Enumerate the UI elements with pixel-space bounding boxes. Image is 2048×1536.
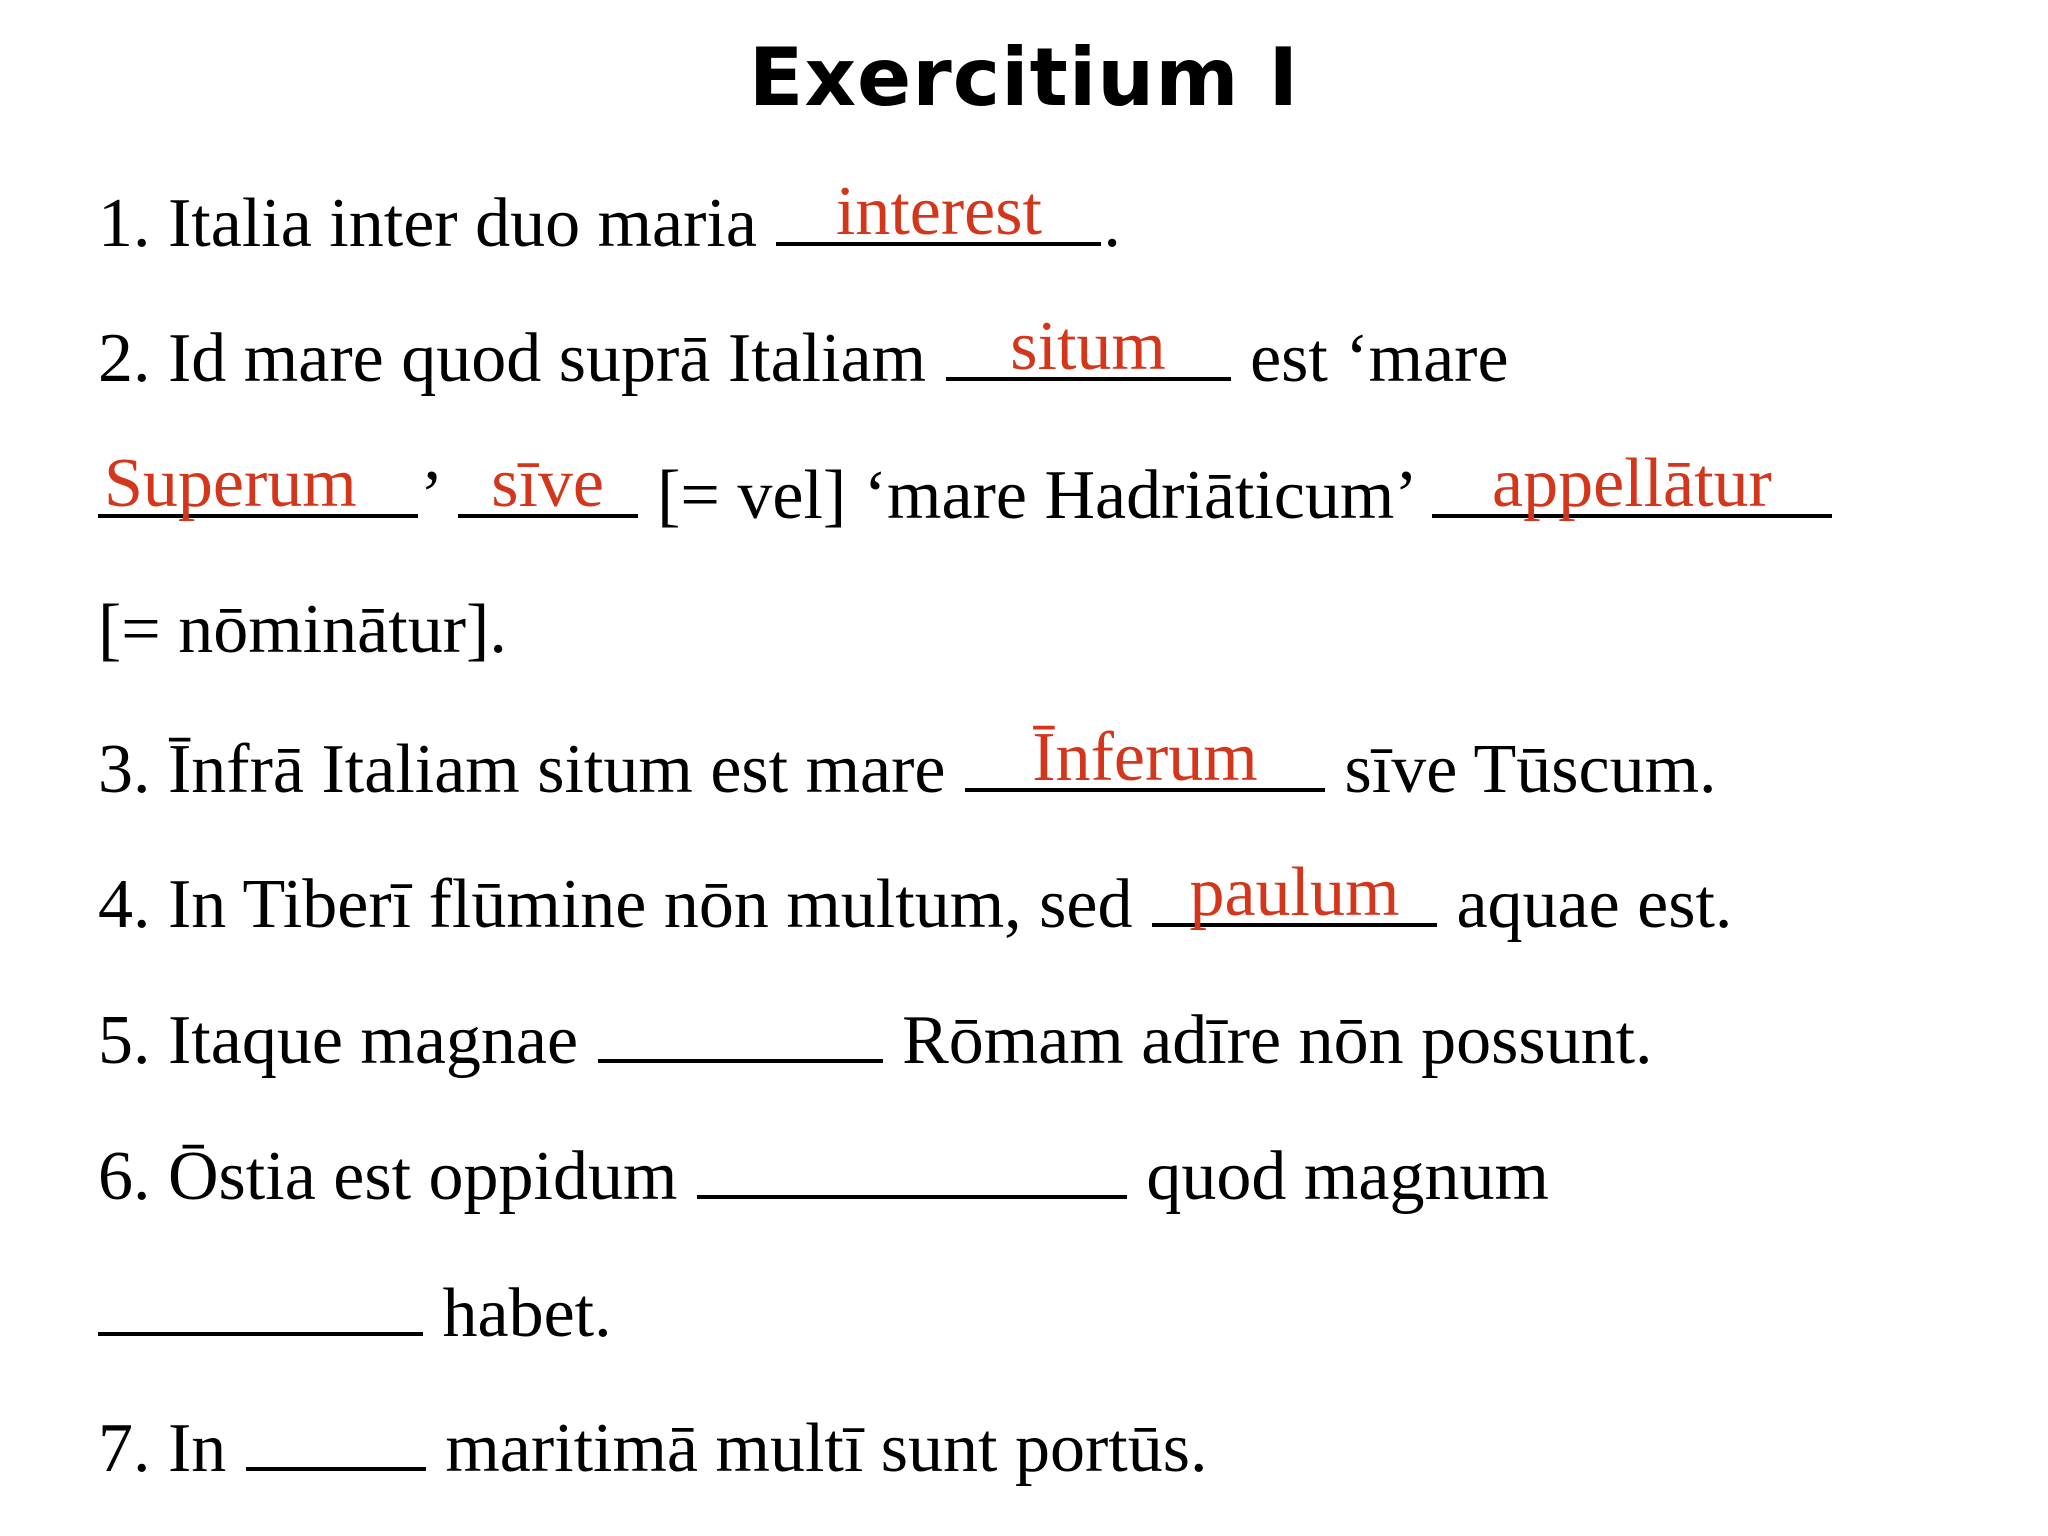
answer-blank-11[interactable] — [246, 1401, 426, 1471]
sentence-3-text: 3. Īnfrā Italiam situm est mare — [98, 731, 963, 808]
answer-blank-8[interactable] — [598, 993, 883, 1063]
sentence-3 — [98, 719, 1717, 815]
sentence-6-text: 6. Ōstia est oppidum — [98, 1138, 695, 1215]
sentence-6-end: habet. — [425, 1275, 612, 1352]
sentence-2-text: 2. Id mare quod suprā Italiam — [98, 320, 944, 397]
answer-blank-2[interactable] — [946, 308, 1231, 385]
sentence-1-end: . — [1103, 185, 1121, 262]
sentence-7 — [98, 1401, 1208, 1494]
sentence-1-text: 1. Italia inter duo maria — [98, 185, 775, 262]
sentence-2-middle: [= vel] ‘mare Hadriāticum’ — [639, 457, 1430, 534]
answer-blank-3[interactable] — [98, 445, 418, 522]
sentence-6-continuation: quod magnum — [1128, 1138, 1549, 1215]
answer-blank-6[interactable] — [965, 719, 1325, 796]
sentence-4-end: aquae est. — [1438, 866, 1733, 943]
sentence-5-text: 5. Itaque magnae — [98, 1002, 596, 1079]
sentence-6-line-2 — [98, 1266, 612, 1359]
sentence-2-gloss: [= nōminātur]. — [98, 591, 507, 668]
filled-answer: Superum — [104, 445, 357, 522]
answer-blank-4[interactable] — [458, 445, 638, 522]
sentence-7-text: 7. In — [98, 1410, 244, 1487]
sentence-4-text: 4. In Tiberī flūmine nōn multum, sed — [98, 866, 1150, 943]
answer-blank-9[interactable] — [697, 1129, 1127, 1199]
sentence-2-line-1 — [98, 308, 1509, 404]
filled-answer: sīve — [491, 445, 604, 522]
sentence-6-line-1 — [98, 1129, 1549, 1222]
answer-blank-7[interactable] — [1152, 854, 1437, 931]
filled-answer: situm — [1010, 308, 1166, 385]
sentence-2-line-3 — [98, 585, 507, 675]
filled-answer: appellātur — [1492, 445, 1772, 522]
filled-answer: interest — [835, 173, 1042, 250]
sentence-5 — [98, 993, 1653, 1086]
sentence-1 — [98, 173, 1121, 269]
sentence-5-end: Rōmam adīre nōn possunt. — [884, 1002, 1653, 1079]
closing-quote: ’ — [420, 457, 456, 534]
sentence-4 — [98, 854, 1733, 950]
filled-answer: Īnferum — [1032, 719, 1258, 796]
exercise-title: Exercitium I — [748, 31, 1300, 124]
sentence-2-line-2 — [98, 445, 1834, 541]
filled-answer: paulum — [1189, 854, 1400, 931]
sentence-2-continuation: est ‘mare — [1232, 320, 1509, 397]
answer-blank-1[interactable] — [776, 173, 1101, 250]
sentence-7-end: maritimā multī sunt portūs. — [427, 1410, 1208, 1487]
answer-blank-10[interactable] — [98, 1266, 423, 1336]
sentence-3-end: sīve Tūscum. — [1327, 731, 1717, 808]
answer-blank-5[interactable] — [1432, 445, 1832, 522]
